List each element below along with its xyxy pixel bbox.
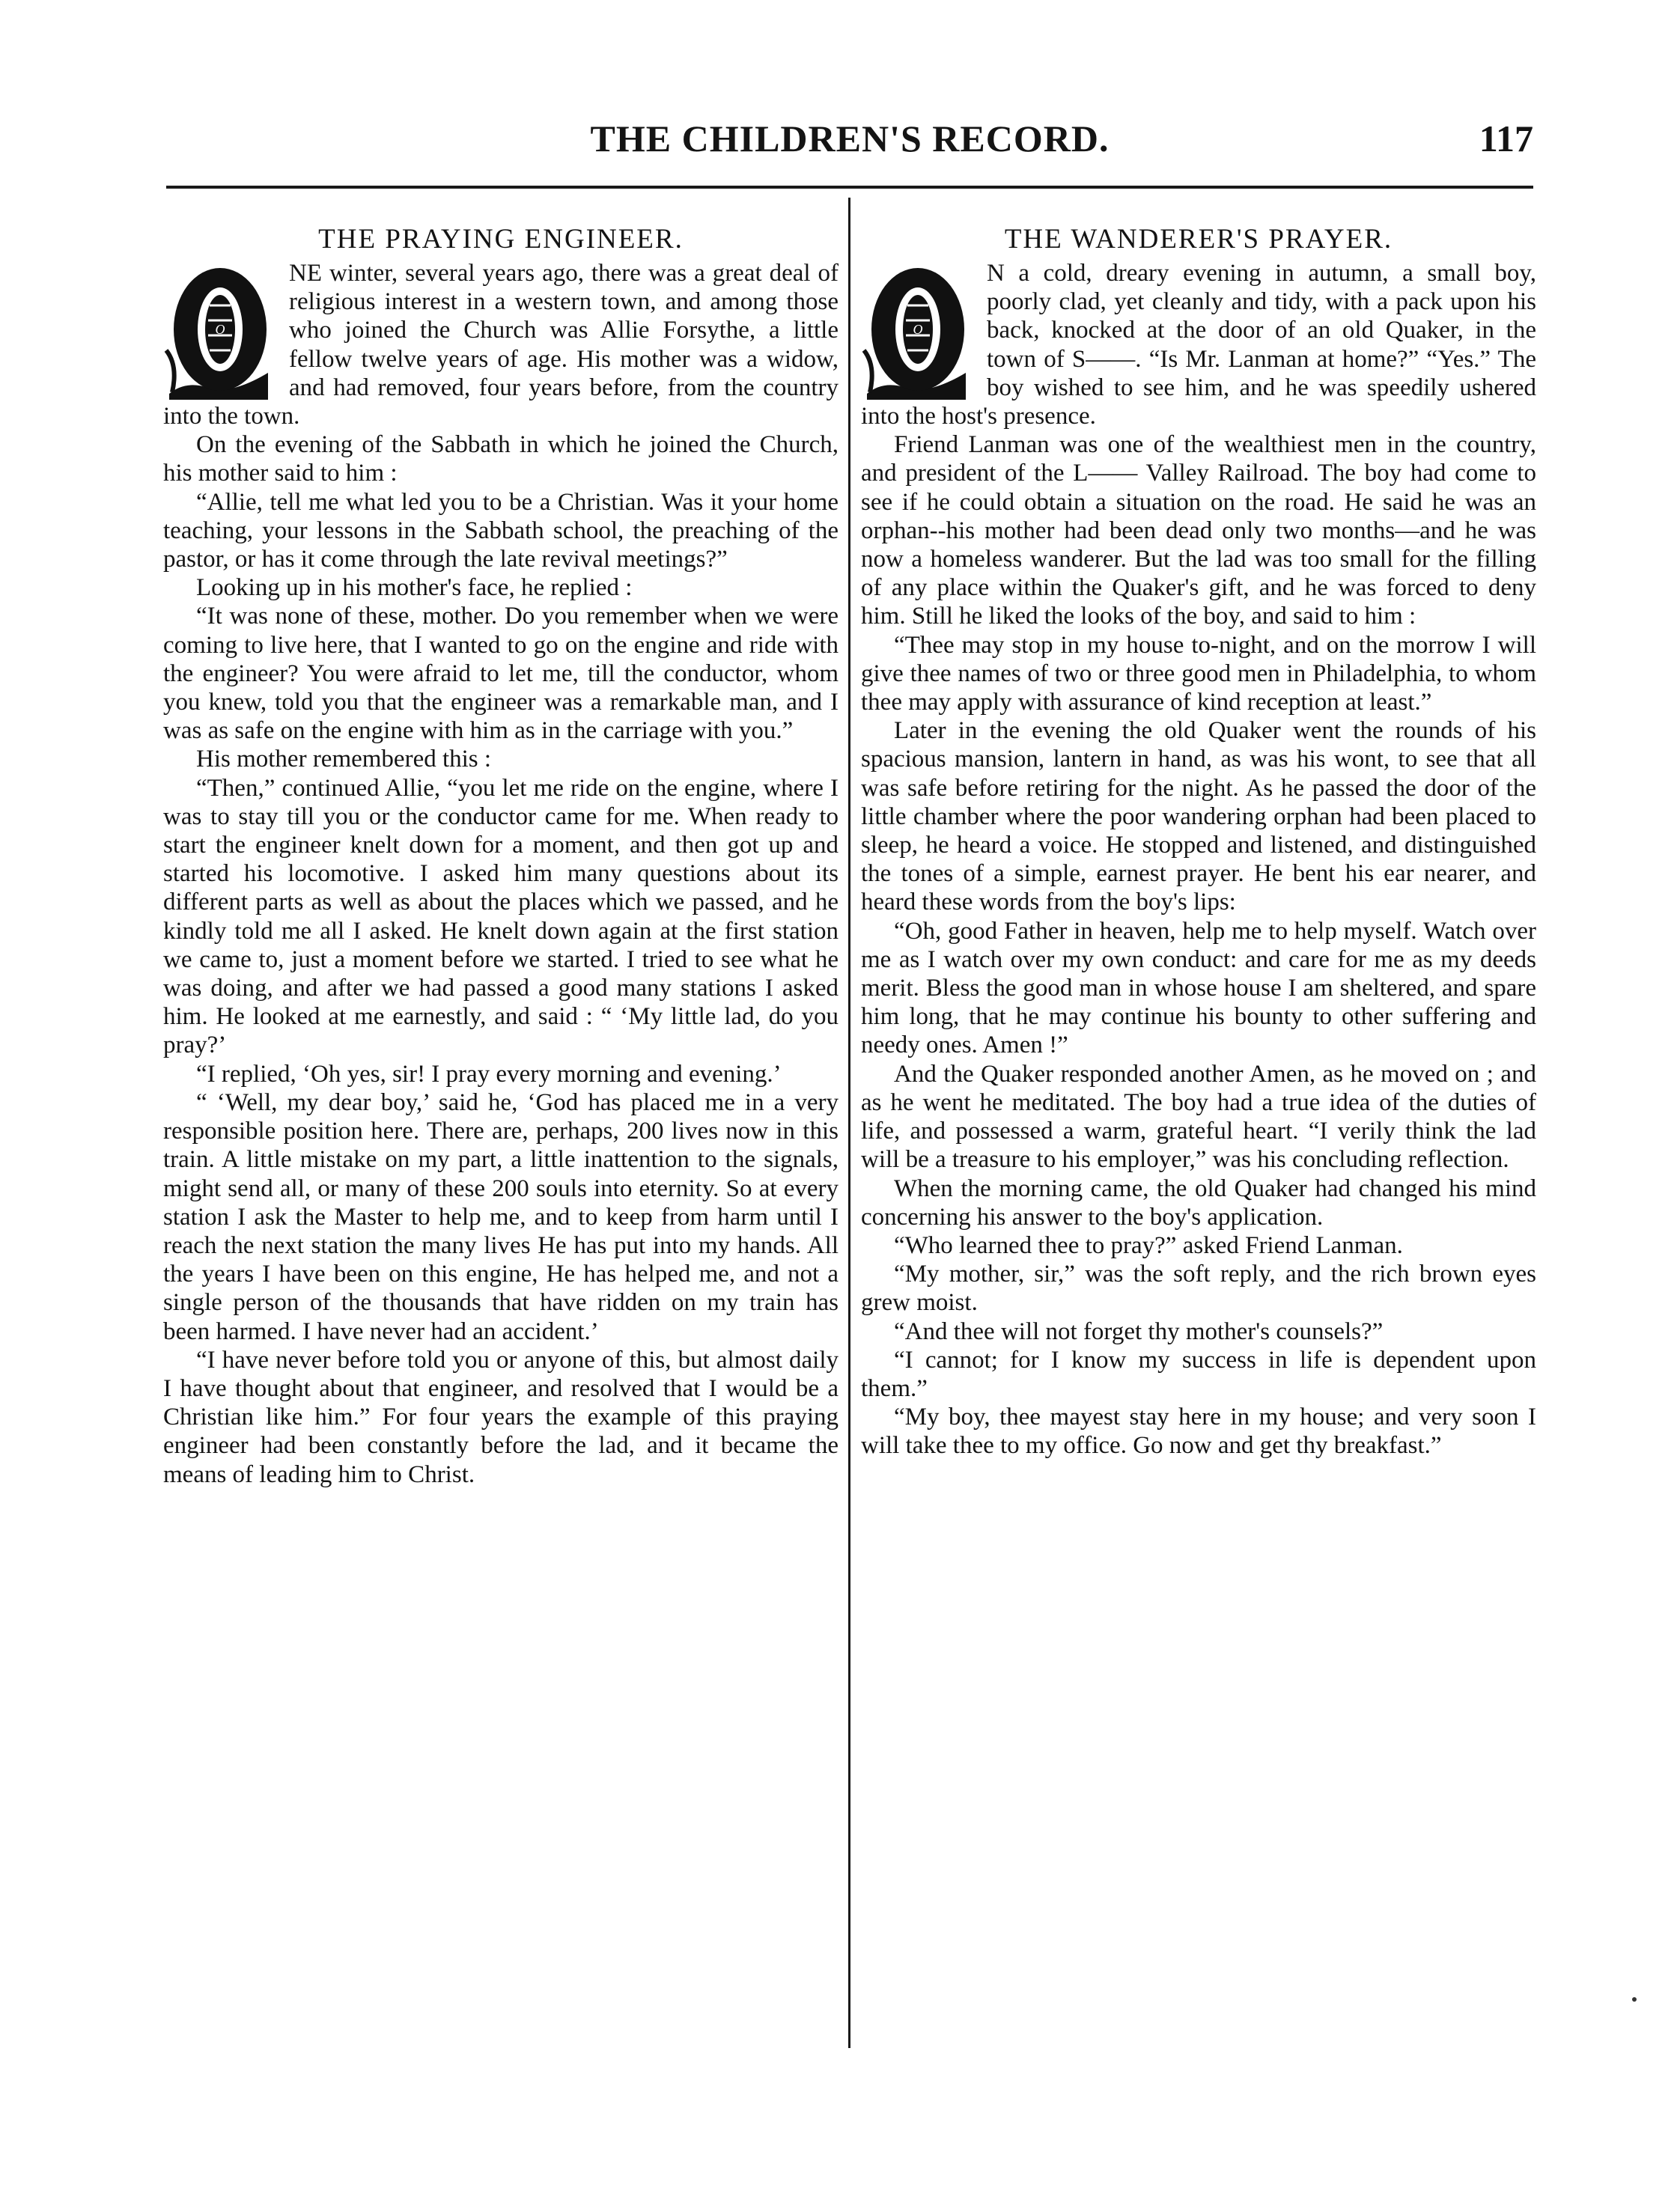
- article-title: THE PRAYING ENGINEER.: [318, 225, 684, 255]
- paragraph: “My mother, sir,” was the soft reply, and the rich brown eyes grew moist.: [861, 1261, 1536, 1317]
- paragraph: Looking up in his mother's face, he replied :: [196, 574, 633, 602]
- ornamental-letter-icon: [163, 260, 276, 400]
- paragraph: His mother remembered this :: [196, 746, 492, 773]
- article-praying-engineer: [163, 225, 839, 2059]
- article-wanderers-prayer: [861, 225, 1536, 2059]
- paragraph: On the evening of the Sabbath in which he joined the Church, his mother said to him :: [163, 431, 839, 487]
- paragraph: “I have never before told you or anyone of this, but almost daily I have thought about that engineer, and resolved that I would be a Christian like him.” For four years the example of this praying engineer had been constantly before the lad, and it became the means of leading him to Christ.: [163, 1346, 839, 1488]
- paragraph: When the morning came, the old Quaker had changed his mind concerning his answer to the boy's application.: [861, 1174, 1536, 1231]
- paragraph: “Thee may stop in my house to-night, and on the morrow I will give thee names of two or three good men in Philadelphia, to whom thee may apply with assurance of kind reception at least.”: [861, 631, 1536, 716]
- running-header: [166, 117, 1533, 169]
- paragraph: “I cannot; for I know my success in life is dependent upon them.”: [861, 1346, 1536, 1402]
- article-title: THE WANDERER'S PRAYER.: [1004, 225, 1393, 255]
- paragraph: Later in the evening the old Quaker went the rounds of his spacious mansion, lantern in hand, as was his wont, to see that all was safe before retiring for the night. As he passed the door of the little chamber where the poor wandering orphan had been placed to sleep, he heard a voice. He stopped and listened, and distinguished the tones of a simple, earnest prayer. He bent his ear nearer, and heard these words from the boy's lips:: [861, 717, 1536, 916]
- print-speck: [1632, 1997, 1637, 2002]
- paragraph: Friend Lanman was one of the wealthiest men in the country, and president of the L—— Valley Railroad. The boy had come to see if he could obtain a situation on the road. He said he was an orphan--his mother had been dead only two months—and he was now a homeless wanderer. But the lad was too small for the filling of any place within the Quaker's gift, and he was forced to deny him. Still he liked the looks of the boy, and said to him :: [861, 431, 1536, 630]
- paragraph: “Who learned thee to pray?” asked Friend Lanman.: [894, 1231, 1403, 1259]
- decorative-initial-o: [163, 260, 276, 400]
- paragraph: “Then,” continued Allie, “you let me ride on the engine, where I was to stay till you or the conductor came for me. When ready to start the engineer knelt down for a moment, and then got up and started his locomotive. I asked him many questions about its different parts as well as about the places which we passed, and he kindly told me all I asked. He knelt down again at the first station we came to, just a moment before we started. I tried to see what he was doing, and after we had passed a good many stations I asked him. He looked at me earnestly, and said : “ ‘My little lad, do you pray?’: [163, 774, 839, 1059]
- header-rule: [166, 186, 1533, 189]
- paragraph: “Oh, good Father in heaven, help me to help myself. Watch over me as I watch over my own conduct: and care for me as my deeds merit. Bless the good man in whose house I am sheltered, and spare him long, that he may continue his bounty to other suffering and needy ones. Amen !”: [861, 917, 1536, 1059]
- paragraph: NE winter, several years ago, there was a great deal of religious interest in a western town, and among those who joined the Church was Allie Forsythe, a little fellow twelve years of age. His mother was a widow, and had removed, four years before, from the country into the town.: [163, 260, 839, 430]
- publication-title: THE CHILDREN'S RECORD.: [590, 118, 1110, 159]
- paragraph: And the Quaker responded another Amen, as he moved on ; and as he went he meditated. The boy had a true idea of the duties of life, and possessed a warm, grateful heart. “I verily think the lad will be a treasure to his employer,” was his concluding reflection.: [861, 1060, 1536, 1174]
- column-divider: [848, 198, 850, 2048]
- ornamental-letter-icon: [861, 260, 973, 400]
- paragraph: “My boy, thee mayest stay here in my house; and very soon I will take thee to my office. Go now and get thy breakfast.”: [861, 1404, 1536, 1460]
- decorative-initial-o: [861, 260, 973, 400]
- paragraph: “ ‘Well, my dear boy,’ said he, ‘God has placed me in a very responsible position here. There are, perhaps, 200 lives now in this train. A little mistake on my part, a little inattention to the signals, might send all, or many of these 200 souls into eternity. So at every station I ask the Master to help me, and to keep from harm until I reach the next station the many lives He has put into my hands. All the years I have been on this engine, He has helped me, and not a single person of the thousands that have ridden on my train has been harmed. I have never had an accident.’: [163, 1088, 839, 1345]
- svg-text:O: O: [215, 322, 225, 337]
- paragraph: N a cold, dreary evening in autumn, a small boy, poorly clad, yet cleanly and tidy, with a pack upon his back, knocked at the door of an old Quaker, in the town of S——. “Is Mr. Lanman at home?” “Yes.” The boy wished to see him, and he was speedily ushered into the host's presence.: [861, 260, 1536, 430]
- paragraph: “It was none of these, mother. Do you remember when we were coming to live here, that I wanted to go on the engine and ride with the engineer? You were afraid to let me, till the conductor, whom you knew, told you that the engineer was a remarkable man, and I was as safe on the engine with him as in the carriage with you.”: [163, 603, 839, 745]
- paragraph: “Allie, tell me what led you to be a Christian. Was it your home teaching, your lessons in the Sabbath school, the preaching of the pastor, or has it come through the late revival meetings?”: [163, 488, 839, 573]
- svg-text:O: O: [913, 322, 923, 337]
- page-number: 117: [1479, 118, 1533, 159]
- paragraph: “I replied, ‘Oh yes, sir! I pray every morning and evening.’: [196, 1060, 782, 1088]
- paragraph: “And thee will not forget thy mother's counsels?”: [894, 1317, 1384, 1345]
